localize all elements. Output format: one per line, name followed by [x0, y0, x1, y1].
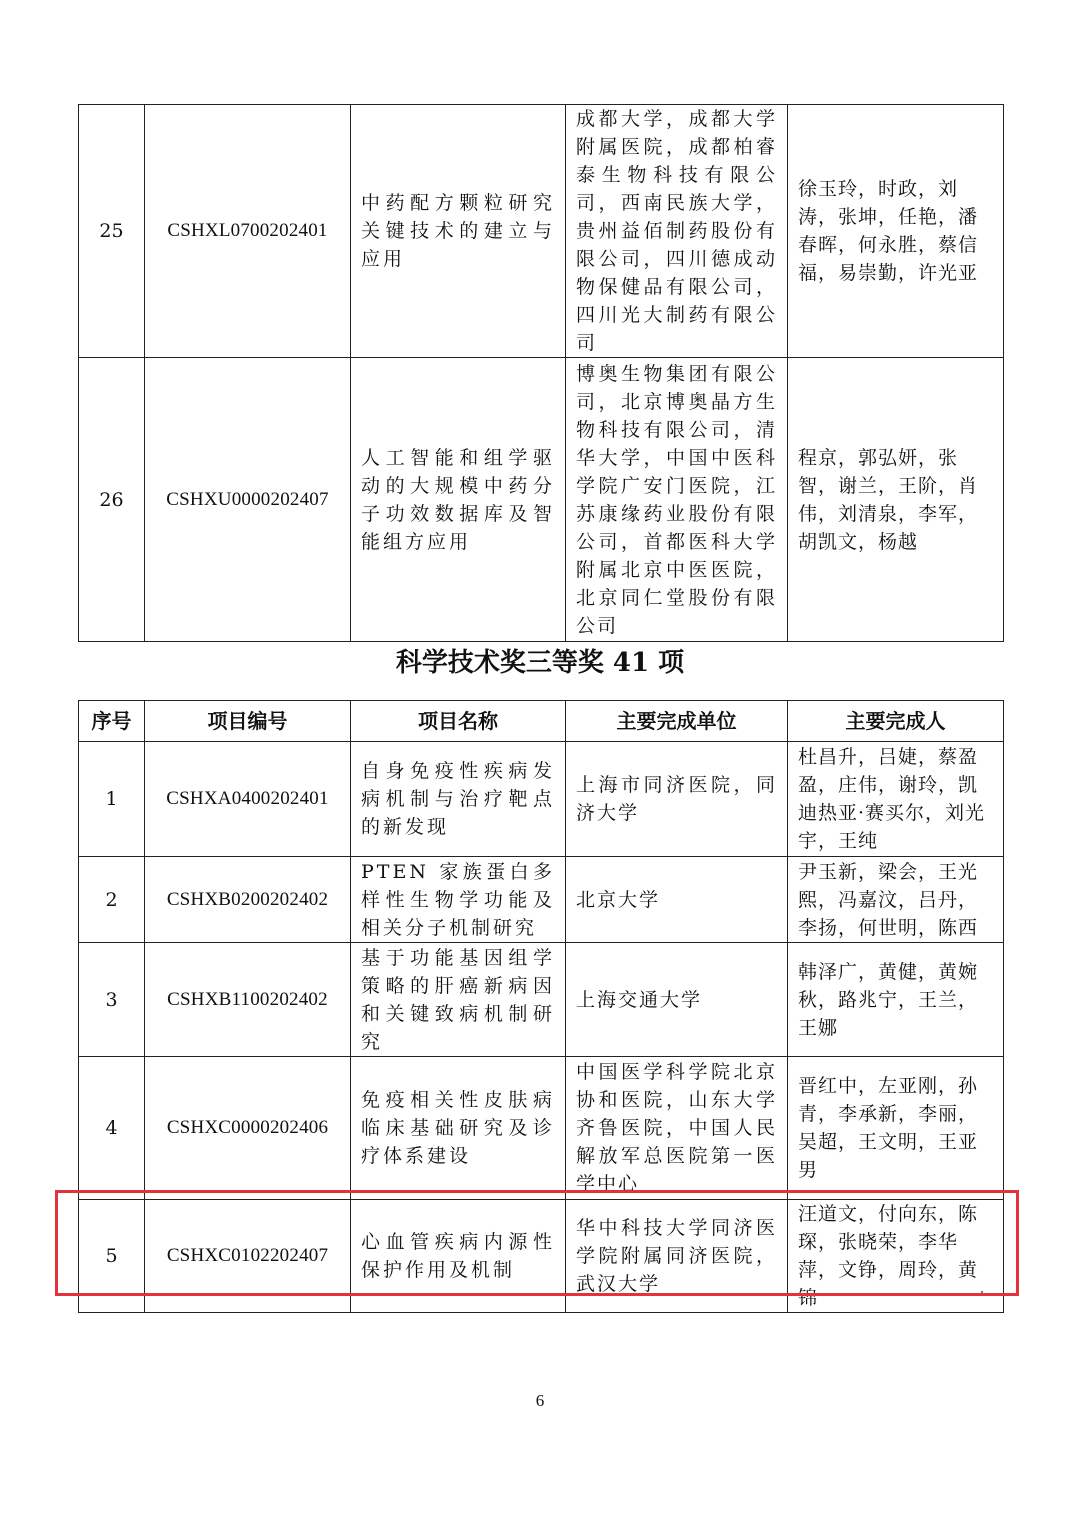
main-contributors: 韩泽广，黄健，黄婉秋，路兆宁，王兰，王娜	[788, 943, 1004, 1057]
completing-units: 北京大学	[566, 857, 788, 943]
table-row	[79, 358, 1004, 642]
project-code: CSHXC0000202406	[145, 1057, 351, 1200]
row-index: 3	[79, 943, 145, 1057]
table-row	[79, 742, 1004, 857]
project-code: CSHXA0400202401	[145, 742, 351, 857]
completing-units: 博奥生物集团有限公司，北京博奥晶方生物科技有限公司，清华大学，中国中医科学院广安门医院，江苏康缘药业股份有限公司，首都医科大学附属北京中医医院，北京同仁堂股份有限公司	[566, 358, 788, 642]
project-code: CSHXU0000202407	[145, 358, 351, 642]
completing-units: 华中科技大学同济医学院附属同济医院，武汉大学	[566, 1200, 788, 1313]
main-contributors: 徐玉玲，时政，刘涛，张坤，任艳，潘春晖，何永胜，蔡信福，易崇勤，许光亚	[788, 105, 1004, 358]
red-highlight-box	[55, 1190, 1019, 1296]
main-contributors: 晋红中，左亚刚，孙青，李承新，李丽，吴超，王文明，王亚男	[788, 1057, 1004, 1200]
table-row	[79, 1057, 1004, 1200]
project-code: CSHXB0200202402	[145, 857, 351, 943]
project-name: 心血管疾病内源性保护作用及机制	[351, 1200, 566, 1313]
header-index: 序号	[79, 701, 145, 742]
project-name: 基于功能基因组学策略的肝癌新病因和关键致病机制研究	[351, 943, 566, 1057]
row-index: 26	[79, 358, 145, 642]
table-row	[79, 105, 1004, 358]
project-code: CSHXL0700202401	[145, 105, 351, 358]
table-header-row	[79, 701, 1004, 742]
main-contributors: 尹玉新，梁会，王光熙，冯嘉汶，吕丹，李扬，何世明，陈西	[788, 857, 1004, 943]
project-name: PTEN 家族蛋白多样性生物学功能及相关分子机制研究	[351, 857, 566, 943]
project-name: 免疫相关性皮肤病临床基础研究及诊疗体系建设	[351, 1057, 566, 1200]
project-name: 中药配方颗粒研究关键技术的建立与应用	[351, 105, 566, 358]
row-index: 1	[79, 742, 145, 857]
header-people: 主要完成人	[788, 701, 1004, 742]
row-index: 25	[79, 105, 145, 358]
row-index: 2	[79, 857, 145, 943]
completing-units: 成都大学，成都大学附属医院，成都柏睿泰生物科技有限公司，西南民族大学，贵州益佰制药股份有限公司，四川德成动物保健品有限公司，四川光大制药有限公司	[566, 105, 788, 358]
completing-units: 中国医学科学院北京协和医院，山东大学齐鲁医院，中国人民解放军总医院第一医学中心	[566, 1057, 788, 1200]
scan-speck	[981, 1291, 983, 1293]
project-name: 自身免疫性疾病发病机制与治疗靶点的新发现	[351, 742, 566, 857]
section-title: 科学技术奖三等奖 41 项	[395, 648, 685, 678]
row-index: 4	[79, 1057, 145, 1200]
project-code: CSHXB1100202402	[145, 943, 351, 1057]
table-row	[79, 857, 1004, 943]
main-contributors: 程京，郭弘妍，张智，谢兰，王阶，肖伟，刘清泉，李军，胡凯文，杨越	[788, 358, 1004, 642]
header-name: 项目名称	[351, 701, 566, 742]
continued-award-table	[78, 104, 1004, 642]
page-number: 6	[535, 1391, 545, 1410]
main-contributors: 汪道文，付向东，陈琛，张晓荣，李华萍，文铮，周玲，黄锦	[788, 1200, 1004, 1313]
completing-units: 上海市同济医院，同济大学	[566, 742, 788, 857]
project-code: CSHXC0102202407	[145, 1200, 351, 1313]
header-units: 主要完成单位	[566, 701, 788, 742]
table-row	[79, 943, 1004, 1057]
header-code: 项目编号	[145, 701, 351, 742]
row-index: 5	[79, 1200, 145, 1313]
main-contributors: 杜昌升，吕婕，蔡盈盈，庄伟，谢玲，凯迪热亚·赛买尔，刘光宇，王纯	[788, 742, 1004, 857]
project-name: 人工智能和组学驱动的大规模中药分子功效数据库及智能组方应用	[351, 358, 566, 642]
completing-units: 上海交通大学	[566, 943, 788, 1057]
